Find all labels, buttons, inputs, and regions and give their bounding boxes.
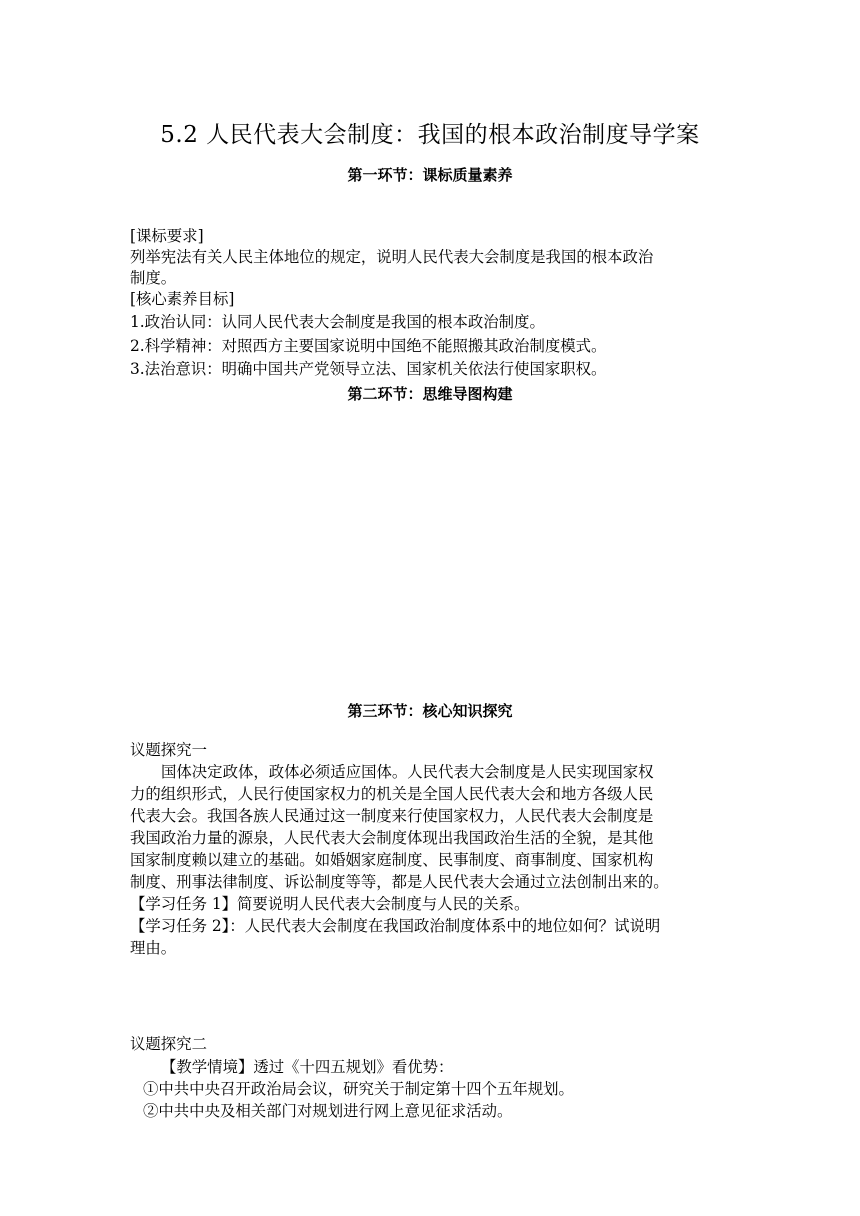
topic-label: 议题探究二 (130, 1035, 207, 1053)
goals-label: [核心素养目标] (130, 290, 235, 308)
section-heading-core-knowledge: 第三环节：核心知识探究 (347, 702, 513, 720)
standard-label: [课标要求] (130, 227, 204, 245)
context-item: ①中共中央召开政治局会议，研究关于制定第十四个五年规划。 (143, 1080, 574, 1098)
paragraph-line: 我国政治力量的源泉，人民代表大会制度体现出我国政治生活的全貌，是其他 (130, 829, 654, 847)
paragraph-line: 制度、刑事法律制度、诉讼制度等等，都是人民代表大会通过立法创制出来的。 (130, 873, 669, 891)
context-item: ②中共中央及相关部门对规划进行网上意见征求活动。 (143, 1102, 513, 1120)
topic-label: 议题探究一 (130, 741, 207, 759)
section-heading-mindmap: 第二环节：思维导图构建 (347, 385, 513, 403)
paragraph-line: 力的组织形式，人民行使国家权力的机关是全国人民代表大会和地方各级人民 (130, 785, 654, 803)
paragraph-line: 国家制度赖以建立的基础。如婚姻家庭制度、民事制度、商事制度、国家机构 (130, 851, 654, 869)
paragraph-line: 国体决定政体，政体必须适应国体。人民代表大会制度是人民实现国家权 (161, 763, 654, 781)
paragraph-line: 代表大会。我国各族人民通过这一制度来行使国家权力，人民代表大会制度是 (130, 807, 654, 825)
learning-task-1: 【学习任务 1】简要说明人民代表大会制度与人民的关系。 (130, 895, 530, 913)
learning-task-2-continued: 理由。 (130, 939, 177, 957)
document-title: 5.2 人民代表大会制度：我国的根本政治制度导学案 (160, 122, 700, 148)
goal-item: 2.科学精神：对照西方主要国家说明中国绝不能照搬其政治制度模式。 (130, 337, 607, 355)
teaching-context: 【教学情境】透过《十四五规划》看优势： (161, 1058, 454, 1076)
goal-item: 3.法治意识：明确中国共产党领导立法、国家机关依法行使国家职权。 (130, 360, 607, 378)
standard-line: 列举宪法有关人民主体地位的规定，说明人民代表大会制度是我国的根本政治 (130, 248, 654, 266)
goal-item: 1.政治认同：认同人民代表大会制度是我国的根本政治制度。 (130, 313, 545, 331)
section-heading-standards: 第一环节：课标质量素养 (347, 166, 513, 184)
standard-line: 制度。 (130, 269, 177, 287)
learning-task-2: 【学习任务 2】：人民代表大会制度在我国政治制度体系中的地位如何？试说明 (130, 917, 661, 935)
